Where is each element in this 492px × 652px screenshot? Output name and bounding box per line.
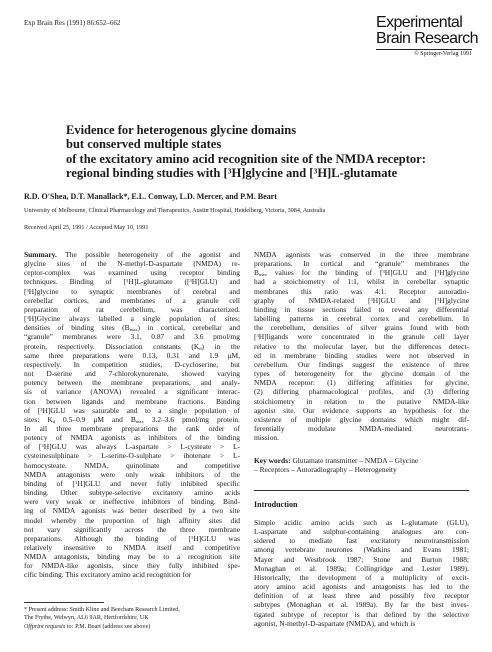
summary-line: cerebellum. Our findings suggest the existence of three (254, 359, 469, 369)
summary-column-right (254, 250, 469, 442)
section-rule (254, 490, 469, 491)
introduction-line: agonist, N-methyl-D-aspartate (NMDA), and which is (254, 618, 416, 628)
summary-line: types of heterogeneity for the glycine domain of the (254, 369, 469, 379)
article-title (66, 123, 466, 181)
summary-line: [$^3$H]glycine to synaptic membranes of cerebral and (24, 286, 240, 296)
summary-line: not vary significantly across the three membrane (24, 524, 240, 534)
summary-line: the cerebellum, densities of silver grains found with both (254, 323, 469, 333)
summary-line: NMDA antagonists, binding may be to a recognition site (24, 552, 240, 562)
summary-line: protein, respectively. Dissociation constants $(K_d)$ in the (24, 341, 240, 351)
introduction-line: Mayer and Westbrook 1987; Stone and Burton 1988; (254, 554, 469, 564)
summary-line: mission. (254, 433, 280, 443)
summary-line: NMDA antagonists were only weak inhibitors of the (24, 469, 240, 479)
keyword-line: – Receptors – Autoradiography – Heterogeneity (254, 465, 397, 475)
summary-line: preparations. In cortical and “granule” membranes the (254, 259, 469, 269)
introduction-line: definition of at least three and possibly five receptor (254, 591, 469, 601)
summary-line: binding. Other subtype-selective excitatory amino acids (24, 488, 240, 498)
summary-line: densities of binding sites $(B_{max})$ in cortical, cerebellar and (24, 323, 240, 333)
title-line: of the excitatory amino acid recognition site of the NMDA receptor: (66, 151, 426, 166)
summary-line: Summary. The possible heterogeneity of the agonist and (24, 250, 240, 259)
summary-line: relative to the molecular layer, but the differences detect- (254, 341, 469, 351)
summary-line: for NMDA-like agonists, since they fully inhibited spe- (24, 561, 240, 571)
summary-line: were very weak or ineffective inhibitors of binding. Bind- (24, 497, 240, 507)
summary-line: glycine sites of the N-methyl-D-aspartate (NMDA) re- (24, 259, 240, 269)
introduction-line: atory amino acid agonists and antagonists has led to the (254, 582, 469, 592)
section-heading-introduction: Introduction (254, 500, 298, 509)
summary-line: preparation of rat cerebellum, was characterized. (24, 304, 240, 314)
summary-line: binding of [$^3$H]GLU and never fully inhibited specific (24, 478, 240, 488)
summary-line: [$^3$H]Glycine always labelled a single population of sites; (24, 314, 240, 324)
summary-line: had a stoichiometry of 1:1, whilst in cerebellar synaptic (254, 277, 469, 287)
summary-line: potency of NMDA agonists as inhibitors of the binding (24, 433, 240, 443)
summary-line: agonist site. Our evidence supports an hypothesis for the (254, 405, 469, 415)
summary-line: sites: $K_d$ 0.5–0.9 μM and $B_{max}$ 3.2–3.6 pmol/mg protein. (24, 414, 240, 424)
title-line: regional binding studies with [$^3$H]glycine and [$^3$H]L-glutamate (66, 166, 398, 181)
summary-line: ed in membrane binding studies were not observed in (254, 350, 469, 360)
summary-line: $B_{max}$ values for the binding of [$^3$H]GLU and [$^3$H]glycine (254, 268, 469, 278)
summary-line: [$^3$H]ligands were concentrated in the granule cell layer (254, 332, 469, 342)
keyword-line: Key words: Glutamate transmitter – NMDA – Glycine (254, 456, 419, 465)
affiliation: University of Melbourne, Clinical Pharmacology and Therapeutics, Austin Hospital, Heidelberg, Victoria, 3084, Australia (24, 207, 326, 214)
summary-line: labelling patterns in cerebral cortex and cerebellum. In (254, 314, 469, 324)
summary-line: stoichiometry in relation to the putative NMDA-like (254, 396, 469, 406)
footnote-line: * Present address: Smith Kline and Beecham Research Limited, (24, 607, 180, 613)
introduction-line: subtypes (Monaghan et al. 1989a). By far the best inves- (254, 600, 469, 610)
summary-line: same three preparations were 0.13, 0.31 and 1.9 μM, (24, 350, 240, 360)
journal-name-line1: Experimental (376, 14, 463, 31)
introduction-line: sidered to mediate fast excitatory neurotransmission (254, 536, 469, 546)
summary-line: ing of NMDA agonists was better described by a two site (24, 506, 240, 516)
summary-line: In all three membrane preparations the rank order of (24, 423, 240, 433)
summary-line: respectively. In competition studies, D-cycloserine, but (24, 359, 240, 369)
summary-line: of [$^3$H]GLU was saturable and to a single population of (24, 405, 240, 415)
summary-line: ceptor-complex was examined using receptor binding (24, 268, 240, 278)
journal-name-line2: Brain Research (376, 30, 478, 47)
title-line: Evidence for heterogenous glycine domains (66, 123, 297, 137)
received-date: Received April 25, 1991 / Accepted May 10, 1991 (24, 224, 149, 231)
journal-logo (376, 14, 478, 57)
summary-line: cysteinesulphinate > L-serine-O-sulphate > ibotenate > L- (24, 451, 240, 461)
summary-line: cific binding. This excitatory amino acid recognition for (24, 570, 192, 580)
footnote-rule (24, 602, 104, 603)
summary-line: membranes this ratio was 4:1. Receptor autoradio- (254, 286, 469, 296)
summary-line: graphy of NMDA-related [$^3$H]GLU and [$^3$H]glycine (254, 295, 469, 305)
title-line: but conserved multiple states (66, 137, 222, 152)
author-list: R.D. O'Shea, D.T. Manallack*, E.L. Conway, L.D. Mercer, and P.M. Beart (24, 192, 277, 201)
summary-line: preparations. Although the binding of [$^3$H]GLU was (24, 533, 240, 543)
footnote-line: Offprint requests to: P.M. Beart (address see above) (24, 623, 151, 630)
summary-line: NMDA agonists was conserved in the three membrane (254, 250, 469, 259)
journal-citation: Exp Brain Res (1991) 86:652–662 (24, 19, 121, 27)
summary-line: techniques. Binding of [$^3$H]L-glutamate ([$^3$H]GLU) and (24, 277, 240, 287)
summary-column-left (24, 250, 240, 580)
introduction-line: Historically, the development of a multiplicity of excit- (254, 572, 469, 582)
footnotes (24, 606, 240, 631)
summary-line: existence of multiple glycine domains which might dif- (254, 414, 469, 424)
introduction-line: Simple acidic amino acids such as L-glutamate (GLU), (254, 518, 469, 527)
keywords (254, 456, 469, 474)
introduction-line: tigated subtype of receptor is that defined by the selective (254, 609, 469, 619)
summary-line: relatively insensitive to NMDA itself and competitive (24, 543, 240, 552)
summary-line: NMDA receptor: (1) differing affinities for glycine, (254, 378, 469, 388)
summary-line: model whereby the proportion of high affinity sites did (24, 515, 240, 525)
summary-line: “granule” membranes were 3.1, 0.87 and 3.6 pmol/mg (24, 332, 240, 342)
footnote-line: The Frythe, Welwyn, AL6 9AR, Hertfordshire, UK (24, 615, 149, 622)
introduction-line: among vertebrate neurones (Watkins and Evans 1981; (254, 545, 469, 555)
summary-line: cerebellar cortices, and membranes of a granule cell (24, 295, 240, 305)
introduction-line: L-aspartate and sulphur-containing analogues are con- (254, 527, 469, 537)
summary-line: sis of variance (ANOVA) revealed a significant interac- (24, 387, 240, 397)
summary-line: binding in tissue sections failed to reveal any differential (254, 304, 469, 314)
summary-line: homocysteate. NMDA, quinolinate and competitive (24, 460, 240, 470)
introduction-line: Monaghan et al. 1989a; Collingridge and Lester 1989). (254, 563, 469, 573)
copyright-notice: © Springer-Verlag 1991 (414, 51, 472, 57)
summary-line: ferentially modulate NMDA-mediated neurotrans- (254, 423, 469, 433)
summary-line: tion between ligands and membrane fractions. Binding (24, 396, 240, 406)
summary-line: not D-serine and 7-chlorokynurenate, showed varying (24, 369, 240, 379)
logo-rule (376, 49, 472, 50)
summary-line: of [$^3$H]GLU was always L-aspartate > L-cysteate > L- (24, 442, 240, 452)
summary-line: (2) differing pharmacological profiles, and (3) differing (254, 387, 469, 397)
summary-line: potency between the membrane preparations, and analy- (24, 378, 240, 388)
introduction-body (254, 518, 469, 628)
